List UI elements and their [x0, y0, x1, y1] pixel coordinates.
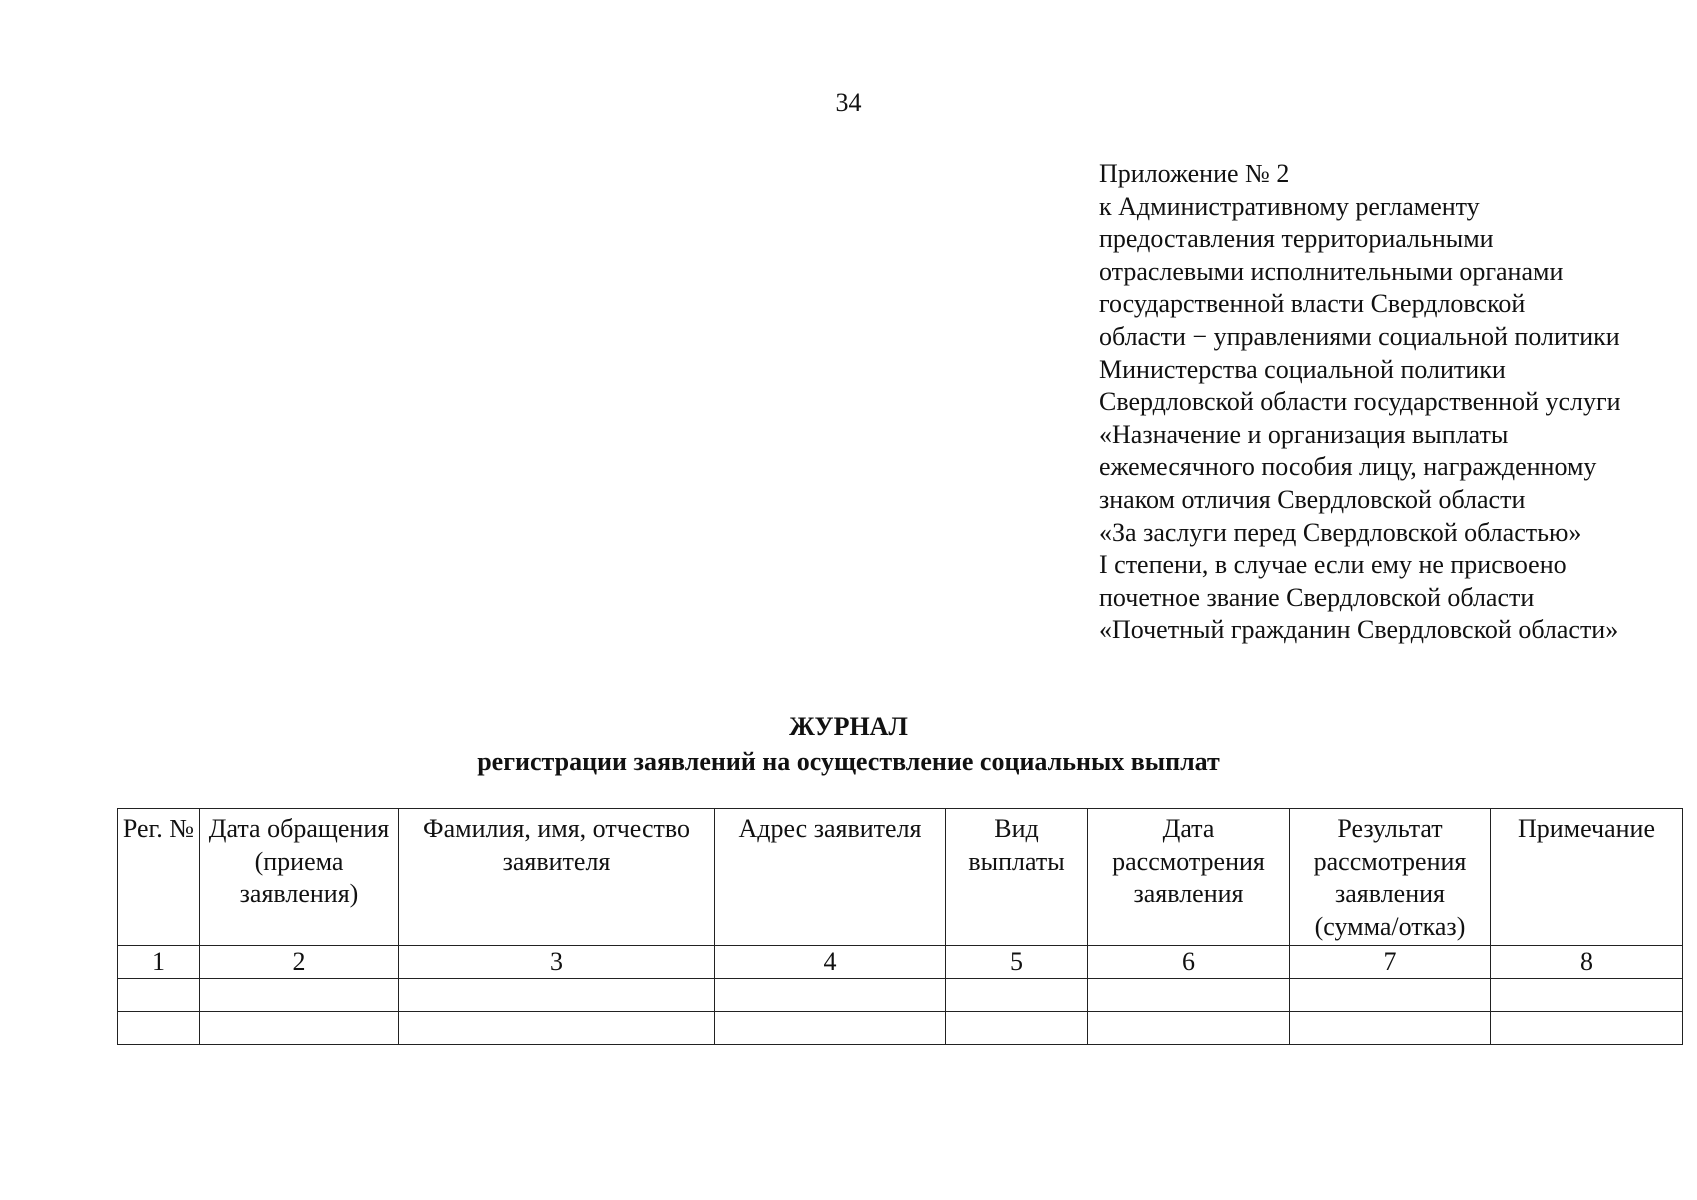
appendix-line: к Административному регламенту [1099, 191, 1480, 221]
table-cell [715, 979, 946, 1012]
appendix-line: I степени, в случае если ему не присвоено [1099, 550, 1567, 580]
table-cell [200, 1012, 399, 1045]
appendix-line: Приложение № 2 [1099, 159, 1290, 188]
registration-journal-table [117, 808, 1683, 1045]
column-number: 8 [1491, 946, 1683, 979]
header-applicant-name: Фамилия, имя, отчество заявителя [399, 809, 715, 946]
table-cell [1290, 979, 1491, 1012]
appendix-line: «Назначение и организация выплаты [1099, 419, 1509, 449]
appendix-line: отраслевыми исполнительными органами [1099, 256, 1564, 286]
column-number: 2 [200, 946, 399, 979]
header-note: Примечание [1491, 809, 1683, 946]
column-number-row [118, 946, 1683, 979]
header-payment-type: Вид выплаты [946, 809, 1088, 946]
table-row [118, 979, 1683, 1012]
column-number: 4 [715, 946, 946, 979]
table-cell [946, 1012, 1088, 1045]
table-cell [399, 1012, 715, 1045]
table-cell [1088, 1012, 1290, 1045]
appendix-line: предоставления территориальными [1099, 224, 1494, 254]
appendix-line: почетное звание Свердловской области [1099, 582, 1535, 612]
appendix-line: Свердловской области государственной услуги [1099, 387, 1621, 417]
appendix-line: ежемесячного пособия лицу, награжденному [1099, 452, 1597, 482]
appendix-block [1099, 158, 1697, 647]
journal-title: ЖУРНАЛ [789, 712, 908, 741]
table-cell [1491, 1012, 1683, 1045]
table-cell [118, 979, 200, 1012]
header-application-date: Дата обращения (приема заявления) [200, 809, 399, 946]
appendix-line: области − управлениями социальной политики [1099, 321, 1620, 351]
table-cell [715, 1012, 946, 1045]
table-cell [399, 979, 715, 1012]
journal-subtitle: регистрации заявлений на осуществление социальных выплат [477, 747, 1220, 776]
header-reg-number: Рег. № [118, 809, 200, 946]
column-number: 6 [1088, 946, 1290, 979]
column-number: 3 [399, 946, 715, 979]
header-applicant-address: Адрес заявителя [715, 809, 946, 946]
appendix-line: знаком отличия Свердловской области [1099, 484, 1526, 514]
appendix-line: «Почетный гражданин Свердловской области» [1099, 615, 1619, 645]
table-cell [118, 1012, 200, 1045]
header-review-date: Дата рассмотрения заявления [1088, 809, 1290, 946]
table-cell [1088, 979, 1290, 1012]
table-cell [946, 979, 1088, 1012]
table-cell [200, 979, 399, 1012]
page-number: 34 [835, 88, 862, 117]
table-cell [1290, 1012, 1491, 1045]
appendix-line: государственной власти Свердловской [1099, 289, 1526, 319]
column-number: 7 [1290, 946, 1491, 979]
column-number: 5 [946, 946, 1088, 979]
column-number: 1 [118, 946, 200, 979]
header-row [118, 809, 1683, 946]
appendix-line: Министерства социальной политики [1099, 354, 1506, 384]
appendix-line: «За заслуги перед Свердловской областью» [1099, 517, 1582, 547]
table-row [118, 1012, 1683, 1045]
header-review-result: Результат рассмотрения заявления (сумма/отказ) [1290, 809, 1491, 946]
table-cell [1491, 979, 1683, 1012]
